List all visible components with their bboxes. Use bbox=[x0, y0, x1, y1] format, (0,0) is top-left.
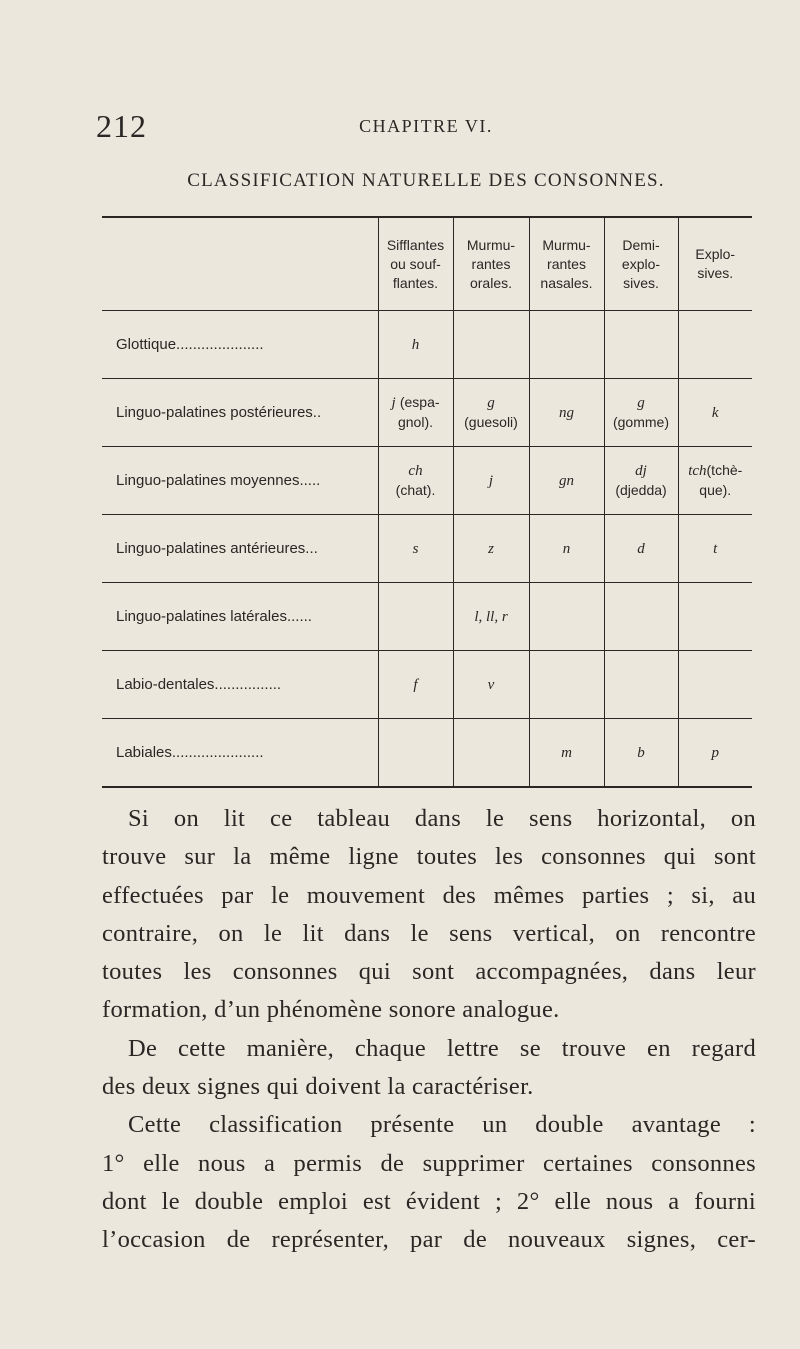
table-cell: f bbox=[378, 651, 453, 719]
table-cell bbox=[529, 651, 604, 719]
row-label: Glottique..................... bbox=[102, 311, 378, 379]
column-header: Murmu- rantes orales. bbox=[453, 217, 529, 311]
table-cell: t bbox=[678, 515, 752, 583]
table-row bbox=[102, 311, 752, 379]
body-text bbox=[102, 800, 756, 1260]
text-line: trouve sur la même ligne toutes les consonnes qui sont bbox=[102, 843, 756, 871]
text-line: contraire, on le lit dans le sens vertical, on rencontre bbox=[102, 919, 756, 947]
table-cell bbox=[678, 583, 752, 651]
table-cell: ch (chat). bbox=[378, 447, 453, 515]
table-cell: j bbox=[453, 447, 529, 515]
table-cell: p bbox=[678, 719, 752, 788]
column-header: Explo- sives. bbox=[678, 217, 752, 311]
table-cell: z bbox=[453, 515, 529, 583]
text-line: Si on lit ce tableau dans le sens horizontal, on bbox=[128, 805, 756, 832]
table-cell bbox=[678, 311, 752, 379]
table-cell: tch(tchè- que). bbox=[678, 447, 752, 515]
table-cell bbox=[378, 583, 453, 651]
page-header bbox=[96, 108, 756, 142]
text-line: toutes les consonnes qui sont accompagnées, dans leur bbox=[102, 958, 756, 986]
table-cell bbox=[529, 311, 604, 379]
row-label: Linguo-palatines latérales...... bbox=[102, 583, 378, 651]
table-cell bbox=[453, 719, 529, 788]
column-header: Demi- explo- sives. bbox=[604, 217, 678, 311]
table-cell bbox=[529, 583, 604, 651]
text-line: formation, d’un phénomène sonore analogue. bbox=[102, 996, 560, 1024]
table-cell: n bbox=[529, 515, 604, 583]
table-cell: j (espa- gnol). bbox=[378, 379, 453, 447]
table-cell: k bbox=[678, 379, 752, 447]
row-label: Linguo-palatines moyennes..... bbox=[102, 447, 378, 515]
table-row bbox=[102, 583, 752, 651]
table-cell: gn bbox=[529, 447, 604, 515]
table-cell bbox=[678, 651, 752, 719]
table-row bbox=[102, 651, 752, 719]
table-cell bbox=[378, 719, 453, 788]
table-cell: v bbox=[453, 651, 529, 719]
table-cell bbox=[604, 583, 678, 651]
table-cell: m bbox=[529, 719, 604, 788]
table-cell bbox=[453, 311, 529, 379]
table-cell: h bbox=[378, 311, 453, 379]
row-label: Labiales...................... bbox=[116, 744, 264, 761]
corner-cell bbox=[102, 217, 378, 311]
table-cell: l, ll, r bbox=[453, 583, 529, 651]
page-number: 212 bbox=[96, 108, 147, 144]
text-line: Cette classification présente un double avantage : bbox=[128, 1111, 756, 1139]
consonant-classification-table bbox=[102, 216, 752, 788]
table-cell: s bbox=[378, 515, 453, 583]
table-cell: g (gomme) bbox=[604, 379, 678, 447]
table-cell: g (guesoli) bbox=[453, 379, 529, 447]
text-line: dont le double emploi est évident ; 2° elle nous a fourni bbox=[102, 1187, 756, 1215]
table-row bbox=[102, 515, 752, 583]
header-row bbox=[102, 217, 752, 311]
text-line: l’occasion de représenter, par de nouveaux signes, cer- bbox=[102, 1226, 756, 1254]
table-row bbox=[102, 447, 752, 515]
text-line: De cette manière, chaque lettre se trouve en regard bbox=[128, 1034, 756, 1062]
text-line: effectuées par le mouvement des mêmes parties ; si, au bbox=[102, 881, 756, 909]
column-header: Murmu- rantes nasales. bbox=[529, 217, 604, 311]
table-row bbox=[102, 719, 752, 788]
table-cell: b bbox=[604, 719, 678, 788]
table-cell: d bbox=[604, 515, 678, 583]
running-head: CHAPITRE VI. bbox=[359, 116, 493, 136]
table-cell bbox=[604, 651, 678, 719]
row-label: Linguo-palatines postérieures.. bbox=[102, 379, 378, 447]
row-label: Linguo-palatines antérieures... bbox=[102, 515, 378, 583]
table-title: CLASSIFICATION NATURELLE DES CONSONNES. bbox=[187, 170, 665, 191]
table-cell bbox=[604, 311, 678, 379]
row-label: Labio-dentales................ bbox=[102, 651, 378, 719]
table-cell: ng bbox=[529, 379, 604, 447]
column-header: Sifflantes ou souf- flantes. bbox=[378, 217, 453, 311]
text-line: 1° elle nous a permis de supprimer certaines consonnes bbox=[102, 1149, 756, 1177]
table-row bbox=[102, 379, 752, 447]
table-cell: dj (djedda) bbox=[604, 447, 678, 515]
text-line: des deux signes qui doivent la caractériser. bbox=[102, 1073, 534, 1101]
